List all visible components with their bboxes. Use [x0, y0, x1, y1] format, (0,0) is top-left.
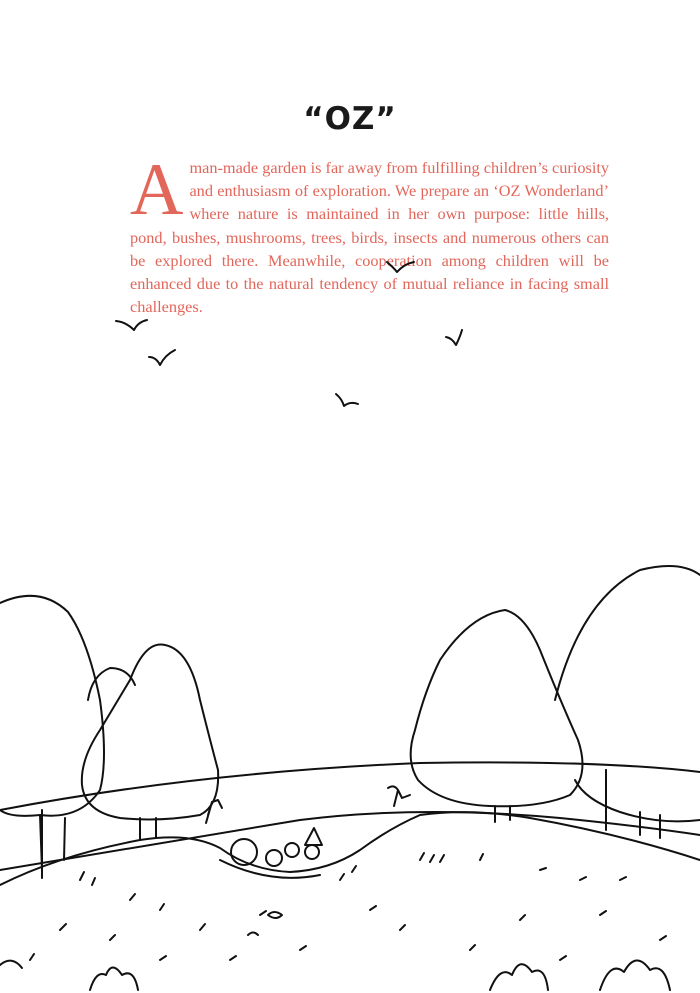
- bush-icon: [0, 961, 22, 968]
- bush-icon: [600, 960, 670, 990]
- hill-outline: [0, 812, 700, 885]
- runner-figure: [388, 786, 410, 806]
- drop-cap: A: [130, 149, 184, 231]
- fence-bottom-rail: [0, 812, 700, 870]
- rock-icon: [268, 912, 282, 918]
- fence-top-rail: [0, 762, 700, 810]
- fence: [0, 762, 700, 878]
- tree-left-front-trunk: [140, 818, 156, 840]
- tree-right-mid: [411, 610, 583, 806]
- rock-icon: [248, 933, 258, 936]
- figures: [206, 786, 410, 866]
- child-head: [266, 850, 282, 866]
- paragraph-text: man-made garden is far away from fulfilling children’s curiosity and enthusiasm of exploration. We prepare an ‘OZ Wonderland’ where nature is maintained in her own purpose: little hills, pond, bushes, mushrooms, trees, birds, insects and numerous others can be explored there. Meanwhile, cooperation among children will be enhanced due to the natural tendency of mutual reliance in facing small challenges.: [130, 158, 610, 317]
- bird-icon: [387, 262, 414, 272]
- bush-icon: [90, 968, 138, 991]
- bush-icon: [490, 964, 548, 990]
- tree-right-back: [555, 566, 700, 821]
- bird-icon: [336, 394, 358, 406]
- bird-icon: [149, 350, 175, 365]
- bird-icon: [446, 330, 462, 345]
- witch-hat-icon: [305, 828, 322, 845]
- trees: [0, 566, 700, 870]
- birds: [116, 262, 462, 406]
- bird-icon: [116, 320, 147, 330]
- person-figure: [206, 800, 222, 823]
- tree-left-back: [0, 596, 104, 816]
- child-head: [305, 845, 319, 859]
- grass: [0, 853, 670, 990]
- hill: [0, 812, 700, 885]
- page-title: “OZ”: [303, 100, 397, 137]
- child-head: [285, 843, 299, 857]
